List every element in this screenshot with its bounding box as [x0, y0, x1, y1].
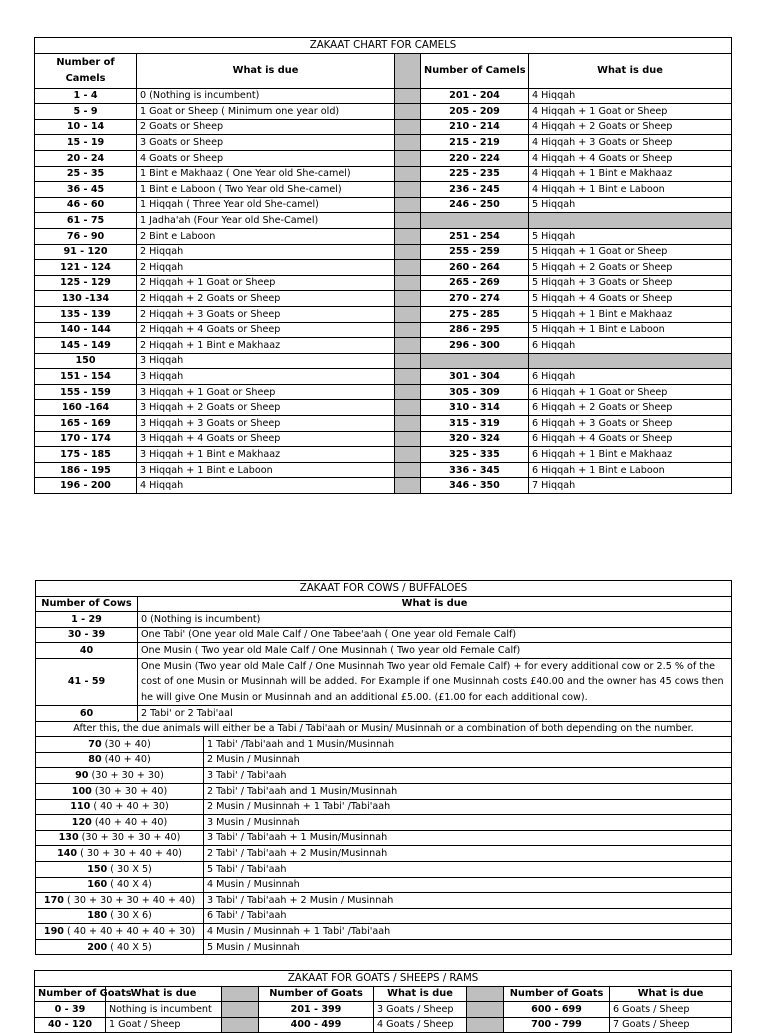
camel-count-right: 220 - 224	[421, 150, 529, 166]
goat-count-2: 400 - 499	[259, 1017, 374, 1033]
camel-due-right: 4 Hiqqah + 1 Bint e Laboon	[529, 182, 732, 198]
cows-note: After this, the due animals will either be a Tabi / Tabi'aah or Musin/ Musinnah or a combination of both depending on the number.	[36, 721, 732, 737]
cow-total: 100	[71, 785, 92, 797]
camel-count-right: 205 - 209	[421, 104, 529, 120]
empty-cell	[421, 353, 529, 369]
camel-due: 1 Jadha'ah (Four Year old She-Camel)	[137, 213, 395, 229]
row-divider	[395, 135, 421, 151]
cow-count: 41 - 59	[36, 658, 138, 705]
camel-due: 2 Hiqqah + 2 Goats or Sheep	[137, 291, 395, 307]
cow-breakdown: (30 + 30 + 40)	[91, 785, 168, 797]
camel-count: 175 - 185	[35, 447, 137, 463]
cow-due: One Tabi' (One year old Male Calf / One Tabee'aah ( One year old Female Calf)	[138, 627, 732, 643]
table-row	[36, 939, 732, 955]
table-row	[35, 119, 732, 135]
table-row	[35, 260, 732, 276]
goat-due-2: 4 Goats / Sheep	[374, 1017, 467, 1033]
camel-count: 151 - 154	[35, 369, 137, 385]
table-row	[36, 799, 732, 815]
row-divider	[395, 353, 421, 369]
table-row	[35, 306, 732, 322]
goats-divider	[222, 986, 259, 1002]
table-row	[36, 705, 732, 721]
camel-due-right: 5 Hiqqah	[529, 228, 732, 244]
table-row	[35, 1002, 732, 1018]
row-divider	[395, 228, 421, 244]
goat-due-3: 7 Goats / Sheep	[610, 1017, 732, 1033]
cow-combination	[36, 752, 204, 768]
goats-due-header: What is due	[106, 986, 222, 1002]
camel-due-right: 6 Hiqqah + 1 Bint e Laboon	[529, 462, 732, 478]
table-row	[36, 721, 732, 737]
table-row	[35, 104, 732, 120]
goats-number-header: Number of Goats	[35, 986, 106, 1002]
camel-due-right: 5 Hiqqah + 1 Bint e Makhaaz	[529, 306, 732, 322]
camel-count: 20 - 24	[35, 150, 137, 166]
table-row	[36, 861, 732, 877]
camels-due-header-right: What is due	[529, 53, 732, 88]
goats-number-header-3: Number of Goats	[504, 986, 610, 1002]
camel-count-right: 246 - 250	[421, 197, 529, 213]
table-row	[35, 384, 732, 400]
cow-breakdown: ( 30 + 30 + 30 + 40 + 40)	[63, 894, 196, 906]
camel-due: 3 Goats or Sheep	[137, 135, 395, 151]
camel-count-right: 270 - 274	[421, 291, 529, 307]
camel-count: 145 - 149	[35, 338, 137, 354]
cow-combination-due: 1 Tabi' /Tabi'aah and 1 Musin/Musinnah	[204, 737, 732, 753]
camels-table	[34, 37, 732, 494]
goats-due-header-3: What is due	[610, 986, 732, 1002]
camel-due-right: 5 Hiqqah + 1 Goat or Sheep	[529, 244, 732, 260]
camel-count: 140 - 144	[35, 322, 137, 338]
cows-due-header: What is due	[138, 596, 732, 612]
camel-due-right: 4 Hiqqah	[529, 88, 732, 104]
table-row	[35, 213, 732, 229]
camel-due-right: 5 Hiqqah	[529, 197, 732, 213]
table-row	[35, 228, 732, 244]
cow-due: 2 Tabi' or 2 Tabi'aal	[138, 705, 732, 721]
table-row	[35, 182, 732, 198]
row-divider	[222, 1017, 259, 1033]
camel-due-right: 5 Hiqqah + 3 Goats or Sheep	[529, 275, 732, 291]
camel-due-right: 6 Hiqqah + 1 Bint e Makhaaz	[529, 447, 732, 463]
table-row	[36, 612, 732, 628]
row-divider	[395, 88, 421, 104]
camel-count-right: 325 - 335	[421, 447, 529, 463]
cow-combination	[36, 908, 204, 924]
row-divider	[395, 150, 421, 166]
table-row	[36, 877, 732, 893]
row-divider	[395, 197, 421, 213]
row-divider	[395, 462, 421, 478]
empty-cell	[529, 213, 732, 229]
row-divider	[395, 431, 421, 447]
table-row	[35, 431, 732, 447]
cow-combination	[36, 783, 204, 799]
cows-table	[35, 580, 732, 955]
cow-total: 80	[88, 754, 102, 766]
cow-total: 200	[87, 941, 108, 953]
table-row	[36, 737, 732, 753]
camel-due: 1 Hiqqah ( Three Year old She-camel)	[137, 197, 395, 213]
cow-combination-due: 2 Musin / Musinnah + 1 Tabi' /Tabi'aah	[204, 799, 732, 815]
cow-total: 150	[87, 863, 108, 875]
camel-count-right: 210 - 214	[421, 119, 529, 135]
cow-count: 1 - 29	[36, 612, 138, 628]
cow-combination	[36, 893, 204, 909]
row-divider	[395, 182, 421, 198]
camel-count: 61 - 75	[35, 213, 137, 229]
goats-divider	[467, 986, 504, 1002]
cow-total: 190	[43, 925, 64, 937]
row-divider	[395, 322, 421, 338]
cow-combination-due: 3 Tabi' / Tabi'aah + 2 Musin / Musinnah	[204, 893, 732, 909]
cow-combination-due: 5 Musin / Musinnah	[204, 939, 732, 955]
row-divider	[395, 104, 421, 120]
table-row	[35, 150, 732, 166]
camel-count-right: 265 - 269	[421, 275, 529, 291]
camel-count-right: 346 - 350	[421, 478, 529, 494]
cow-combination	[36, 924, 204, 940]
camel-due-right: 4 Hiqqah + 1 Bint e Makhaaz	[529, 166, 732, 182]
camel-due: 1 Bint e Makhaaz ( One Year old She-camel)	[137, 166, 395, 182]
row-divider	[395, 369, 421, 385]
camel-count-right: 320 - 324	[421, 431, 529, 447]
camel-count: 1 - 4	[35, 88, 137, 104]
goat-count: 0 - 39	[35, 1002, 106, 1018]
cow-combination-due: 2 Tabi' / Tabi'aah and 1 Musin/Musinnah	[204, 783, 732, 799]
goats-table	[34, 970, 732, 1033]
camel-count-right: 305 - 309	[421, 384, 529, 400]
camel-due: 0 (Nothing is incumbent)	[137, 88, 395, 104]
row-divider	[467, 1002, 504, 1018]
camel-due-right: 6 Hiqqah + 1 Goat or Sheep	[529, 384, 732, 400]
camel-count: 170 - 174	[35, 431, 137, 447]
cow-breakdown: ( 40 X 5)	[107, 941, 152, 953]
row-divider	[395, 400, 421, 416]
row-divider	[395, 338, 421, 354]
goat-due: Nothing is incumbent	[106, 1002, 222, 1018]
cow-due: 0 (Nothing is incumbent)	[138, 612, 732, 628]
camel-due-right: 6 Hiqqah + 4 Goats or Sheep	[529, 431, 732, 447]
camel-count: 5 - 9	[35, 104, 137, 120]
goat-count: 40 - 120	[35, 1017, 106, 1033]
camel-count: 10 - 14	[35, 119, 137, 135]
camel-due: 3 Hiqqah + 4 Goats or Sheep	[137, 431, 395, 447]
row-divider	[395, 306, 421, 322]
cow-combination-due: 3 Tabi' / Tabi'aah	[204, 768, 732, 784]
camel-due-right: 6 Hiqqah	[529, 369, 732, 385]
camel-due-right: 4 Hiqqah + 1 Goat or Sheep	[529, 104, 732, 120]
goat-count-2: 201 - 399	[259, 1002, 374, 1018]
empty-cell	[421, 213, 529, 229]
cow-total: 120	[71, 816, 92, 828]
cow-count: 60	[36, 705, 138, 721]
table-row	[35, 135, 732, 151]
cow-total: 180	[87, 910, 108, 922]
cow-combination	[36, 939, 204, 955]
table-row	[35, 369, 732, 385]
cow-count: 30 - 39	[36, 627, 138, 643]
camels-number-header-right: Number of Camels	[421, 53, 529, 88]
table-row	[36, 830, 732, 846]
camel-due: 3 Hiqqah	[137, 369, 395, 385]
camel-count: 125 - 129	[35, 275, 137, 291]
cow-breakdown: ( 40 + 40 + 40 + 40 + 30)	[63, 925, 196, 937]
cow-total: 160	[87, 879, 108, 891]
camel-count-right: 310 - 314	[421, 400, 529, 416]
camel-due-right: 6 Hiqqah	[529, 338, 732, 354]
cow-combination-due: 2 Musin / Musinnah	[204, 752, 732, 768]
camel-due: 2 Hiqqah	[137, 244, 395, 260]
cow-due: One Musin ( Two year old Male Calf / One Musinnah ( Two year old Female Calf)	[138, 643, 732, 659]
cow-combination-due: 4 Musin / Musinnah	[204, 877, 732, 893]
cow-combination	[36, 815, 204, 831]
camel-count: 155 - 159	[35, 384, 137, 400]
table-row	[35, 416, 732, 432]
camel-due: 2 Hiqqah + 1 Goat or Sheep	[137, 275, 395, 291]
cows-number-header: Number of Cows	[36, 596, 138, 612]
table-row	[35, 88, 732, 104]
goat-due-3: 6 Goats / Sheep	[610, 1002, 732, 1018]
camel-due: 2 Bint e Laboon	[137, 228, 395, 244]
camels-divider	[395, 53, 421, 88]
camel-count-right: 296 - 300	[421, 338, 529, 354]
camel-due: 3 Hiqqah + 3 Goats or Sheep	[137, 416, 395, 432]
cow-count: 40	[36, 643, 138, 659]
row-divider	[395, 244, 421, 260]
table-row	[36, 643, 732, 659]
goats-due-header-2: What is due	[374, 986, 467, 1002]
camels-number-header: Number of Camels	[35, 53, 137, 88]
cow-combination	[36, 768, 204, 784]
camel-count: 160 -164	[35, 400, 137, 416]
table-row	[35, 478, 732, 494]
camel-due-right: 4 Hiqqah + 4 Goats or Sheep	[529, 150, 732, 166]
camel-count: 186 - 195	[35, 462, 137, 478]
camel-count: 36 - 45	[35, 182, 137, 198]
camel-count: 135 - 139	[35, 306, 137, 322]
cow-breakdown: ( 40 + 40 + 30)	[90, 801, 169, 813]
table-row	[36, 752, 732, 768]
cow-combination	[36, 877, 204, 893]
goat-count-3: 700 - 799	[504, 1017, 610, 1033]
table-row	[36, 846, 732, 862]
camel-count-right: 236 - 245	[421, 182, 529, 198]
table-row	[35, 400, 732, 416]
row-divider	[395, 119, 421, 135]
table-row	[36, 768, 732, 784]
camel-due-right: 4 Hiqqah + 3 Goats or Sheep	[529, 135, 732, 151]
cow-breakdown: (40 + 40 + 40)	[91, 816, 168, 828]
table-row	[35, 1017, 732, 1033]
table-row	[36, 815, 732, 831]
camel-count-right: 315 - 319	[421, 416, 529, 432]
camel-due: 2 Hiqqah + 4 Goats or Sheep	[137, 322, 395, 338]
cow-combination	[36, 830, 204, 846]
camel-due-right: 4 Hiqqah + 2 Goats or Sheep	[529, 119, 732, 135]
camel-due: 3 Hiqqah + 2 Goats or Sheep	[137, 400, 395, 416]
cow-combination	[36, 846, 204, 862]
camel-count-right: 286 - 295	[421, 322, 529, 338]
cow-combination-due: 2 Tabi' / Tabi'aah + 2 Musin/Musinnah	[204, 846, 732, 862]
camel-count-right: 201 - 204	[421, 88, 529, 104]
row-divider	[222, 1002, 259, 1018]
cows-title: ZAKAAT FOR COWS / BUFFALOES	[36, 581, 732, 597]
table-row	[36, 783, 732, 799]
cow-breakdown: ( 40 X 4)	[107, 879, 152, 891]
cow-total: 110	[70, 801, 91, 813]
cow-combination	[36, 861, 204, 877]
cow-breakdown: (30 + 30 + 30 + 40)	[78, 832, 181, 844]
camel-due: 3 Hiqqah + 1 Bint e Laboon	[137, 462, 395, 478]
cow-total: 140	[57, 848, 78, 859]
cow-total: 170	[43, 894, 64, 906]
camel-due-right: 6 Hiqqah + 2 Goats or Sheep	[529, 400, 732, 416]
table-row	[36, 893, 732, 909]
camel-due-right: 5 Hiqqah + 1 Bint e Laboon	[529, 322, 732, 338]
goats-number-header-2: Number of Goats	[259, 986, 374, 1002]
cow-combination-due: 3 Tabi' / Tabi'aah + 1 Musin/Musinnah	[204, 830, 732, 846]
camel-count-right: 225 - 235	[421, 166, 529, 182]
camels-due-header: What is due	[137, 53, 395, 88]
table-row	[35, 447, 732, 463]
camel-count: 165 - 169	[35, 416, 137, 432]
cow-breakdown: (30 + 30 + 30)	[88, 770, 164, 782]
camels-title: ZAKAAT CHART FOR CAMELS	[35, 38, 732, 54]
table-row	[36, 627, 732, 643]
camel-count: 130 -134	[35, 291, 137, 307]
camel-count-right: 275 - 285	[421, 306, 529, 322]
camel-due: 4 Hiqqah	[137, 478, 395, 494]
table-row	[35, 275, 732, 291]
cow-breakdown: ( 30 X 6)	[107, 910, 152, 922]
row-divider	[395, 384, 421, 400]
row-divider	[395, 260, 421, 276]
camel-count: 91 - 120	[35, 244, 137, 260]
table-row	[35, 291, 732, 307]
table-row	[35, 353, 732, 369]
camel-due: 2 Goats or Sheep	[137, 119, 395, 135]
camel-count: 15 - 19	[35, 135, 137, 151]
row-divider	[395, 478, 421, 494]
camel-due: 1 Goat or Sheep ( Minimum one year old)	[137, 104, 395, 120]
camel-count-right: 260 - 264	[421, 260, 529, 276]
table-row	[36, 658, 732, 705]
row-divider	[395, 275, 421, 291]
table-row	[35, 197, 732, 213]
camel-count: 150	[35, 353, 137, 369]
cow-breakdown: ( 30 X 5)	[107, 863, 152, 875]
cow-breakdown: (40 + 40)	[101, 754, 151, 766]
table-row	[35, 462, 732, 478]
cow-due: One Musin (Two year old Male Calf / One Musinnah Two year old Female Calf) + for every additional cow or 2.5 % of the cost of one Musin or Musinnah will be added. For Example if one Musinnah costs £40.00 and the owner has 45 cows then he will give One Musin or Musinnah and an additional £5.00. (£1.00 for each additional cow).	[138, 658, 732, 705]
camel-count: 196 - 200	[35, 478, 137, 494]
camel-due: 3 Hiqqah + 1 Bint e Makhaaz	[137, 447, 395, 463]
camel-due: 4 Goats or Sheep	[137, 150, 395, 166]
cow-breakdown: (30 + 40)	[101, 738, 151, 750]
goats-title: ZAKAAT FOR GOATS / SHEEPS / RAMS	[35, 971, 732, 987]
table-row	[36, 908, 732, 924]
cow-combination-due: 6 Tabi' / Tabi'aah	[204, 908, 732, 924]
table-row	[35, 244, 732, 260]
camel-due: 2 Hiqqah + 3 Goats or Sheep	[137, 306, 395, 322]
row-divider	[467, 1017, 504, 1033]
cow-combination-due: 5 Tabi' / Tabi'aah	[204, 861, 732, 877]
camel-count-right: 251 - 254	[421, 228, 529, 244]
camel-due-right: 6 Hiqqah + 3 Goats or Sheep	[529, 416, 732, 432]
camel-count: 76 - 90	[35, 228, 137, 244]
cow-combination-due: 4 Musin / Musinnah + 1 Tabi' /Tabi'aah	[204, 924, 732, 940]
table-row	[35, 338, 732, 354]
camel-count-right: 215 - 219	[421, 135, 529, 151]
row-divider	[395, 213, 421, 229]
camel-due: 2 Hiqqah + 1 Bint e Makhaaz	[137, 338, 395, 354]
camel-due: 2 Hiqqah	[137, 260, 395, 276]
table-row	[35, 322, 732, 338]
camel-due-right: 5 Hiqqah + 2 Goats or Sheep	[529, 260, 732, 276]
camel-due: 3 Hiqqah	[137, 353, 395, 369]
camel-due: 1 Bint e Laboon ( Two Year old She-camel)	[137, 182, 395, 198]
camel-count-right: 301 - 304	[421, 369, 529, 385]
camel-count: 121 - 124	[35, 260, 137, 276]
cow-total: 90	[75, 770, 89, 782]
table-row	[35, 166, 732, 182]
goat-count-3: 600 - 699	[504, 1002, 610, 1018]
row-divider	[395, 416, 421, 432]
camel-count-right: 336 - 345	[421, 462, 529, 478]
cow-breakdown: ( 30 + 30 + 40 + 40)	[77, 848, 182, 859]
camel-due-right: 5 Hiqqah + 4 Goats or Sheep	[529, 291, 732, 307]
row-divider	[395, 166, 421, 182]
camel-count: 25 - 35	[35, 166, 137, 182]
cow-total: 70	[88, 738, 102, 750]
cow-total: 130	[58, 832, 79, 844]
goat-due: 1 Goat / Sheep	[106, 1017, 222, 1033]
camel-count-right: 255 - 259	[421, 244, 529, 260]
table-row	[36, 924, 732, 940]
camel-count: 46 - 60	[35, 197, 137, 213]
row-divider	[395, 447, 421, 463]
cow-combination	[36, 737, 204, 753]
goat-due-2: 3 Goats / Sheep	[374, 1002, 467, 1018]
cow-combination	[36, 799, 204, 815]
camel-due-right: 7 Hiqqah	[529, 478, 732, 494]
row-divider	[395, 291, 421, 307]
camel-due: 3 Hiqqah + 1 Goat or Sheep	[137, 384, 395, 400]
empty-cell	[529, 353, 732, 369]
cow-combination-due: 3 Musin / Musinnah	[204, 815, 732, 831]
